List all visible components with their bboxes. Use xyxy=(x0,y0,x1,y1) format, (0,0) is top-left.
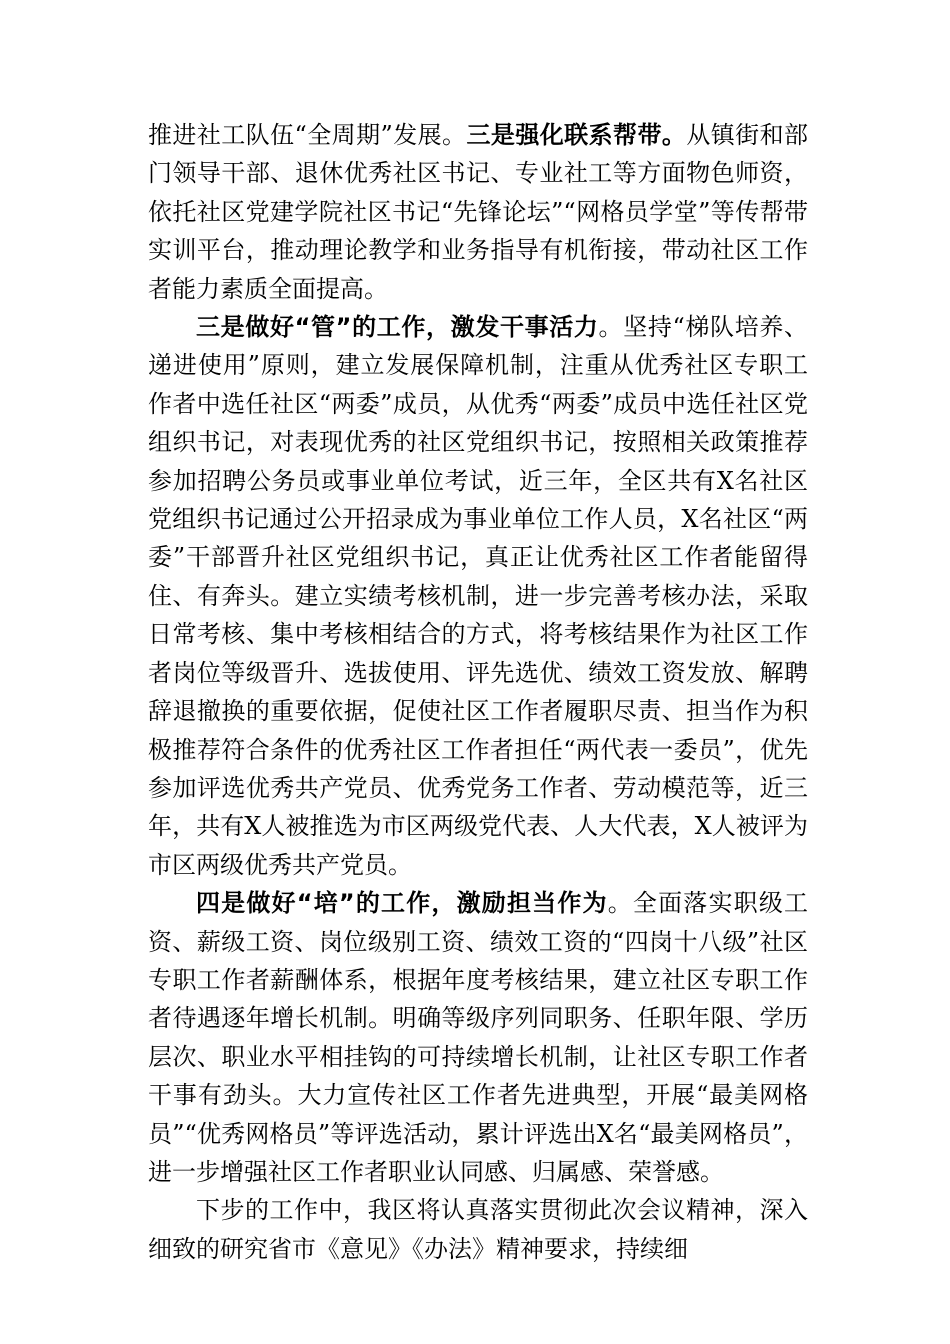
paragraph-3 xyxy=(148,884,808,1191)
paragraph-1 xyxy=(148,116,808,308)
paragraph-1-run-3: 从镇街和部门领导干部、退休优秀社区书记、专业社工等方面物色师资，依托社区党建学院社区书记“先锋论坛”“网格员学堂”等传帮带实训平台，推动理论教学和业务指导有机衔接，带动社区工作者能力素质全面提高。 xyxy=(148,121,809,303)
paragraph-3-body-run: 。全面落实职级工资、薪级工资、岗位级别工资、绩效工资的“四岗十八级”社区专职工作者薪酬体系，根据年度考核结果，建立社区专职工作者待遇逐年增长机制。明确等级序列同职务、任职年限、学历层次、职业水平相挂钩的可持续增长机制，让社区专职工作者干事有劲头。大力宣传社区工作者先进典型，开展“最美网格员”“优秀网格员”等评选活动，累计评选出X名“最美网格员”，进一步增强社区工作者职业认同感、归属感、荣誉感。 xyxy=(148,889,809,1186)
paragraph-1-run-1: 推进社工队伍“全周期”发展。 xyxy=(148,121,467,149)
paragraph-2-heading-run: 三是做好“管”的工作，激发干事活力 xyxy=(196,313,599,342)
paragraph-1-heading-run: 三是强化联系帮带。 xyxy=(466,121,687,149)
paragraph-4-body-run: 下步的工作中，我区将认真落实贯彻此次会议精神，深入细致的研究省市《意见》《办法》精神要求，持续细 xyxy=(148,1196,808,1263)
document-body xyxy=(148,116,808,1268)
paragraph-2 xyxy=(148,308,808,884)
paragraph-2-body-run: 。坚持“梯队培养、递进使用”原则，建立发展保障机制，注重从优秀社区专职工作者中选任社区“两委”成员，从优秀“两委”成员中选任社区党组织书记，对表现优秀的社区党组织书记，按照相关政策推荐参加招聘公务员或事业单位考试，近三年，全区共有X名社区党组织书记通过公开招录成为事业单位工作人员，X名社区“两委”干部晋升社区党组织书记，真正让优秀社区工作者能留得住、有奔头。建立实绩考核机制，进一步完善考核办法，采取日常考核、集中考核相结合的方式，将考核结果作为社区工作者岗位等级晋升、选拔使用、评先选优、绩效工资发放、解聘辞退撤换的重要依据，促使社区工作者履职尽责、担当作为积极推荐符合条件的优秀社区工作者担任“两代表一委员”，优先参加评选优秀共产党员、优秀党务工作者、劳动模范等，近三年，共有X人被推选为市区两级党代表、人大代表，X人被评为市区两级优秀共产党员。 xyxy=(148,313,808,879)
paragraph-3-heading-run: 四是做好“培”的工作，激励担当作为 xyxy=(196,889,608,918)
paragraph-4 xyxy=(148,1191,808,1268)
